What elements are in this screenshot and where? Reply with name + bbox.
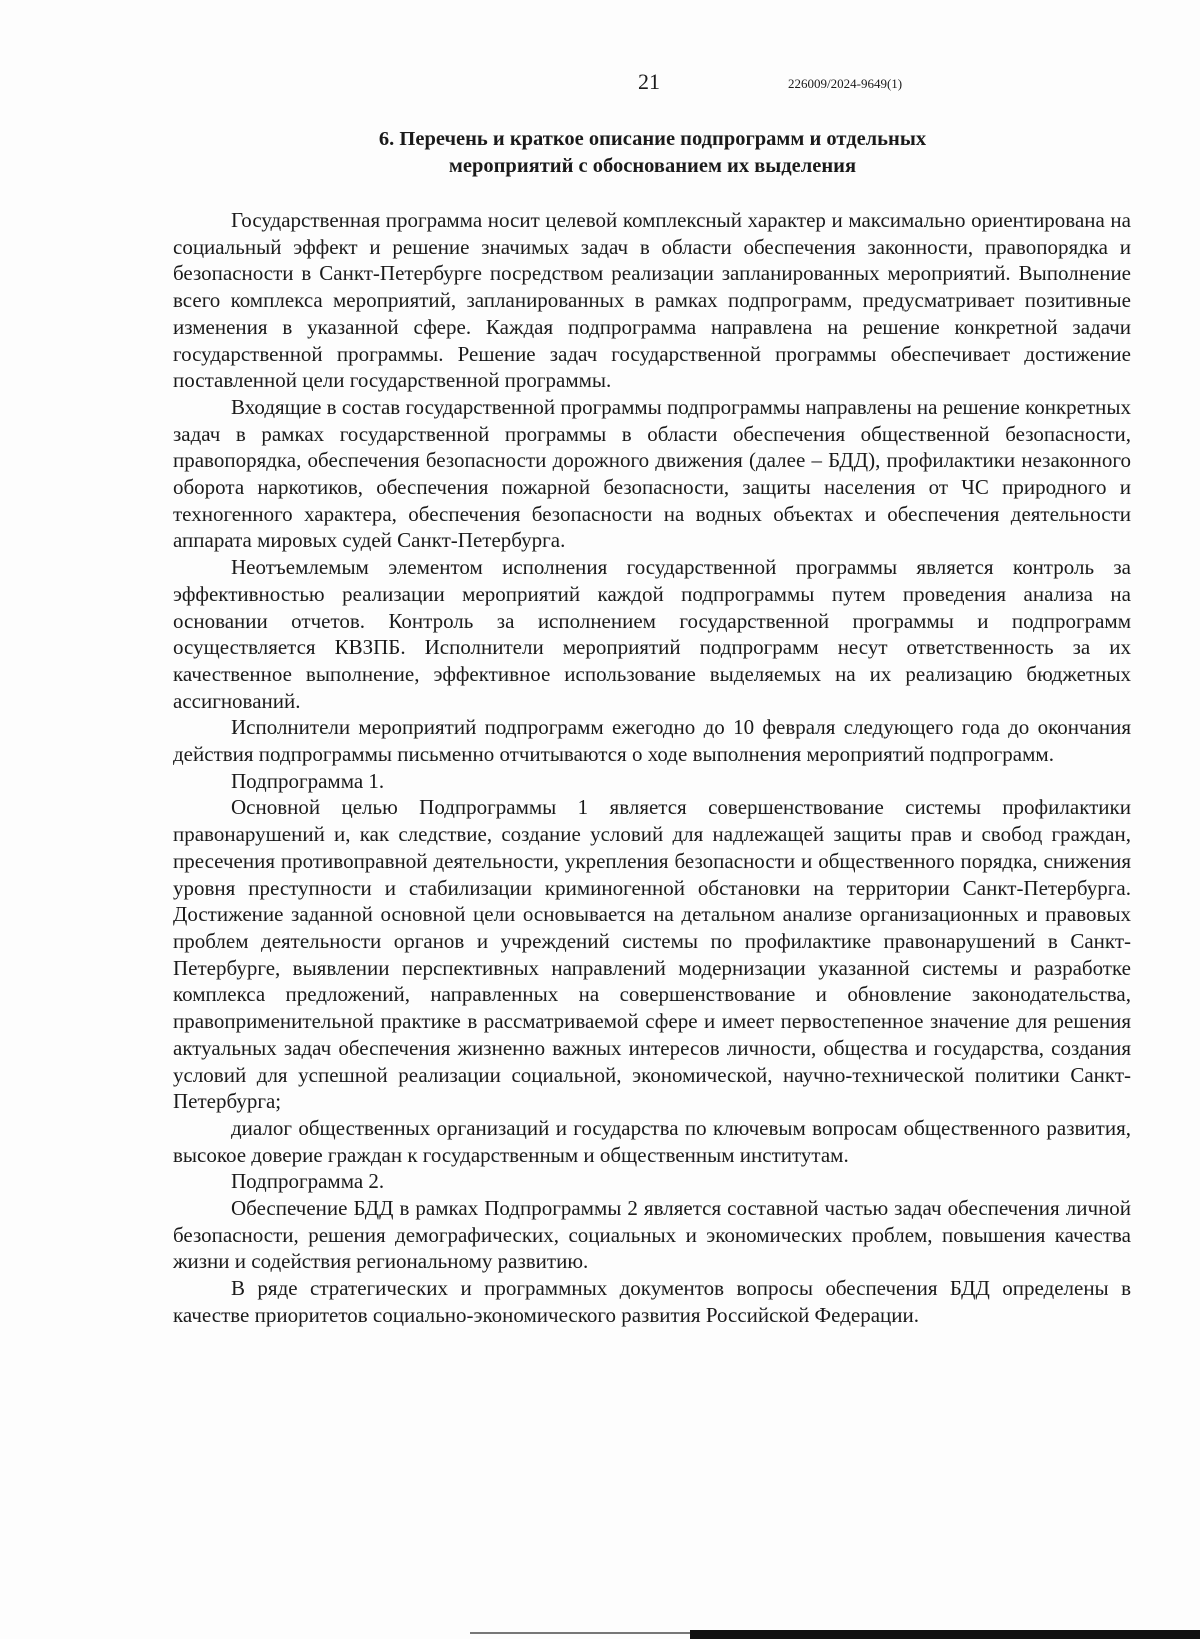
page-number: 21: [638, 69, 660, 94]
subprogram-1-heading: Подпрограмма 1.: [231, 768, 385, 793]
section-title-line-1: 6. Перечень и краткое описание подпрограмм и отдельных: [378, 128, 927, 150]
paragraph-strategic-documents: В ряде стратегических и программных документов вопросы обеспечения БДД определены в качестве приоритетов социально-экономического развития Российской Федерации.: [173, 1276, 1131, 1327]
subprogram-2-heading: Подпрограмма 2.: [231, 1169, 385, 1194]
section-title: [175, 126, 1130, 180]
page-header: [0, 70, 1200, 100]
paragraph-subprograms-scope: Входящие в состав государственной программы подпрограммы направлены на решение конкретных задач в рамках государственной программы в области обеспечения общественной безопасности, правопорядка, обеспечения безопасности дорожного движения (далее – БДД), профилактики незаконного оборота наркотиков, обеспечения пожарной безопасности, защиты населения от ЧС природного и техногенного характера, обеспечения безопасности на водных объектах и обеспечения деятельности аппарата мировых судей Санкт-Петербурга.: [173, 394, 1131, 553]
paragraph-subprogram-1-goal: Основной целью Подпрограммы 1 является совершенствование системы профилактики правонарушений и, как следствие, создание условий для надлежащей защиты прав и свобод граждан, пресечения противоправной деятельности, укрепления безопасности и общественного порядка, снижения уровня преступности и стабилизации криминогенной обстановки на территории Санкт-Петербурга. Достижение заданной основной цели основывается на детальном анализе организационных и правовых проблем деятельности органов и учреждений системы по профилактике правонарушений в Санкт-Петербурге, выявлении перспективных направлений модернизации указанной системы и разработке комплекса предложений, направленных на совершенствование и обновление законодательства, правоприменительной практике в рассматриваемой сфере и имеет первостепенное значение для решения актуальных задач обеспечения жизненно важных интересов личности, общества и государства, создания условий для успешной реализации социальной, экономической, научно-технической политики Санкт-Петербурга;: [173, 795, 1131, 1114]
paragraph-subprogram-2-bdd: Обеспечение БДД в рамках Подпрограммы 2 является составной частью задач обеспечения личной безопасности, решения демографических, социальных и экономических проблем, повышения качества жизни и содействия региональному развитию.: [173, 1196, 1131, 1274]
paragraph-control: Неотъемлемым элементом исполнения государственной программы является контроль за эффективностью реализации мероприятий каждой подпрограммы путем проведения анализа на основании отчетов. Контроль за исполнением государственной программы и подпрограмм осуществляется КВЗПБ. Исполнители мероприятий подпрограмм несут ответственность за их качественное выполнение, эффективное использование выделяемых на их реализацию бюджетных ассигнований.: [173, 555, 1131, 713]
scan-edge-line: [470, 1632, 690, 1634]
paragraph-program-overview: Государственная программа носит целевой комплексный характер и максимально ориентирована на социальный эффект и решение значимых задач в области обеспечения законности, правопорядка и безопасности в Санкт-Петербурге посредством реализации запланированных мероприятий. Выполнение всего комплекса мероприятий, запланированных в рамках подпрограмм, предусматривает позитивные изменения в указанной сфере. Каждая подпрограмма направлена на решение конкретной задачи государственной программы. Решение задач государственной программы обеспечивает достижение поставленной цели государственной программы.: [173, 208, 1131, 393]
document-body: [173, 207, 1131, 1329]
section-title-line-2: мероприятий с обоснованием их выделения: [448, 155, 857, 177]
document-id: 226009/2024-9649(1): [788, 76, 903, 91]
paragraph-dialogue: диалог общественных организаций и государства по ключевым вопросам общественного развития, высокое доверие граждан к государственным и общественным институтам.: [173, 1115, 1131, 1167]
scan-edge-bar: [690, 1630, 1200, 1639]
paragraph-reporting: Исполнители мероприятий подпрограмм ежегодно до 10 февраля следующего года до окончания действия подпрограммы письменно отчитываются о ходе выполнения мероприятий подпрограмм.: [173, 715, 1131, 767]
